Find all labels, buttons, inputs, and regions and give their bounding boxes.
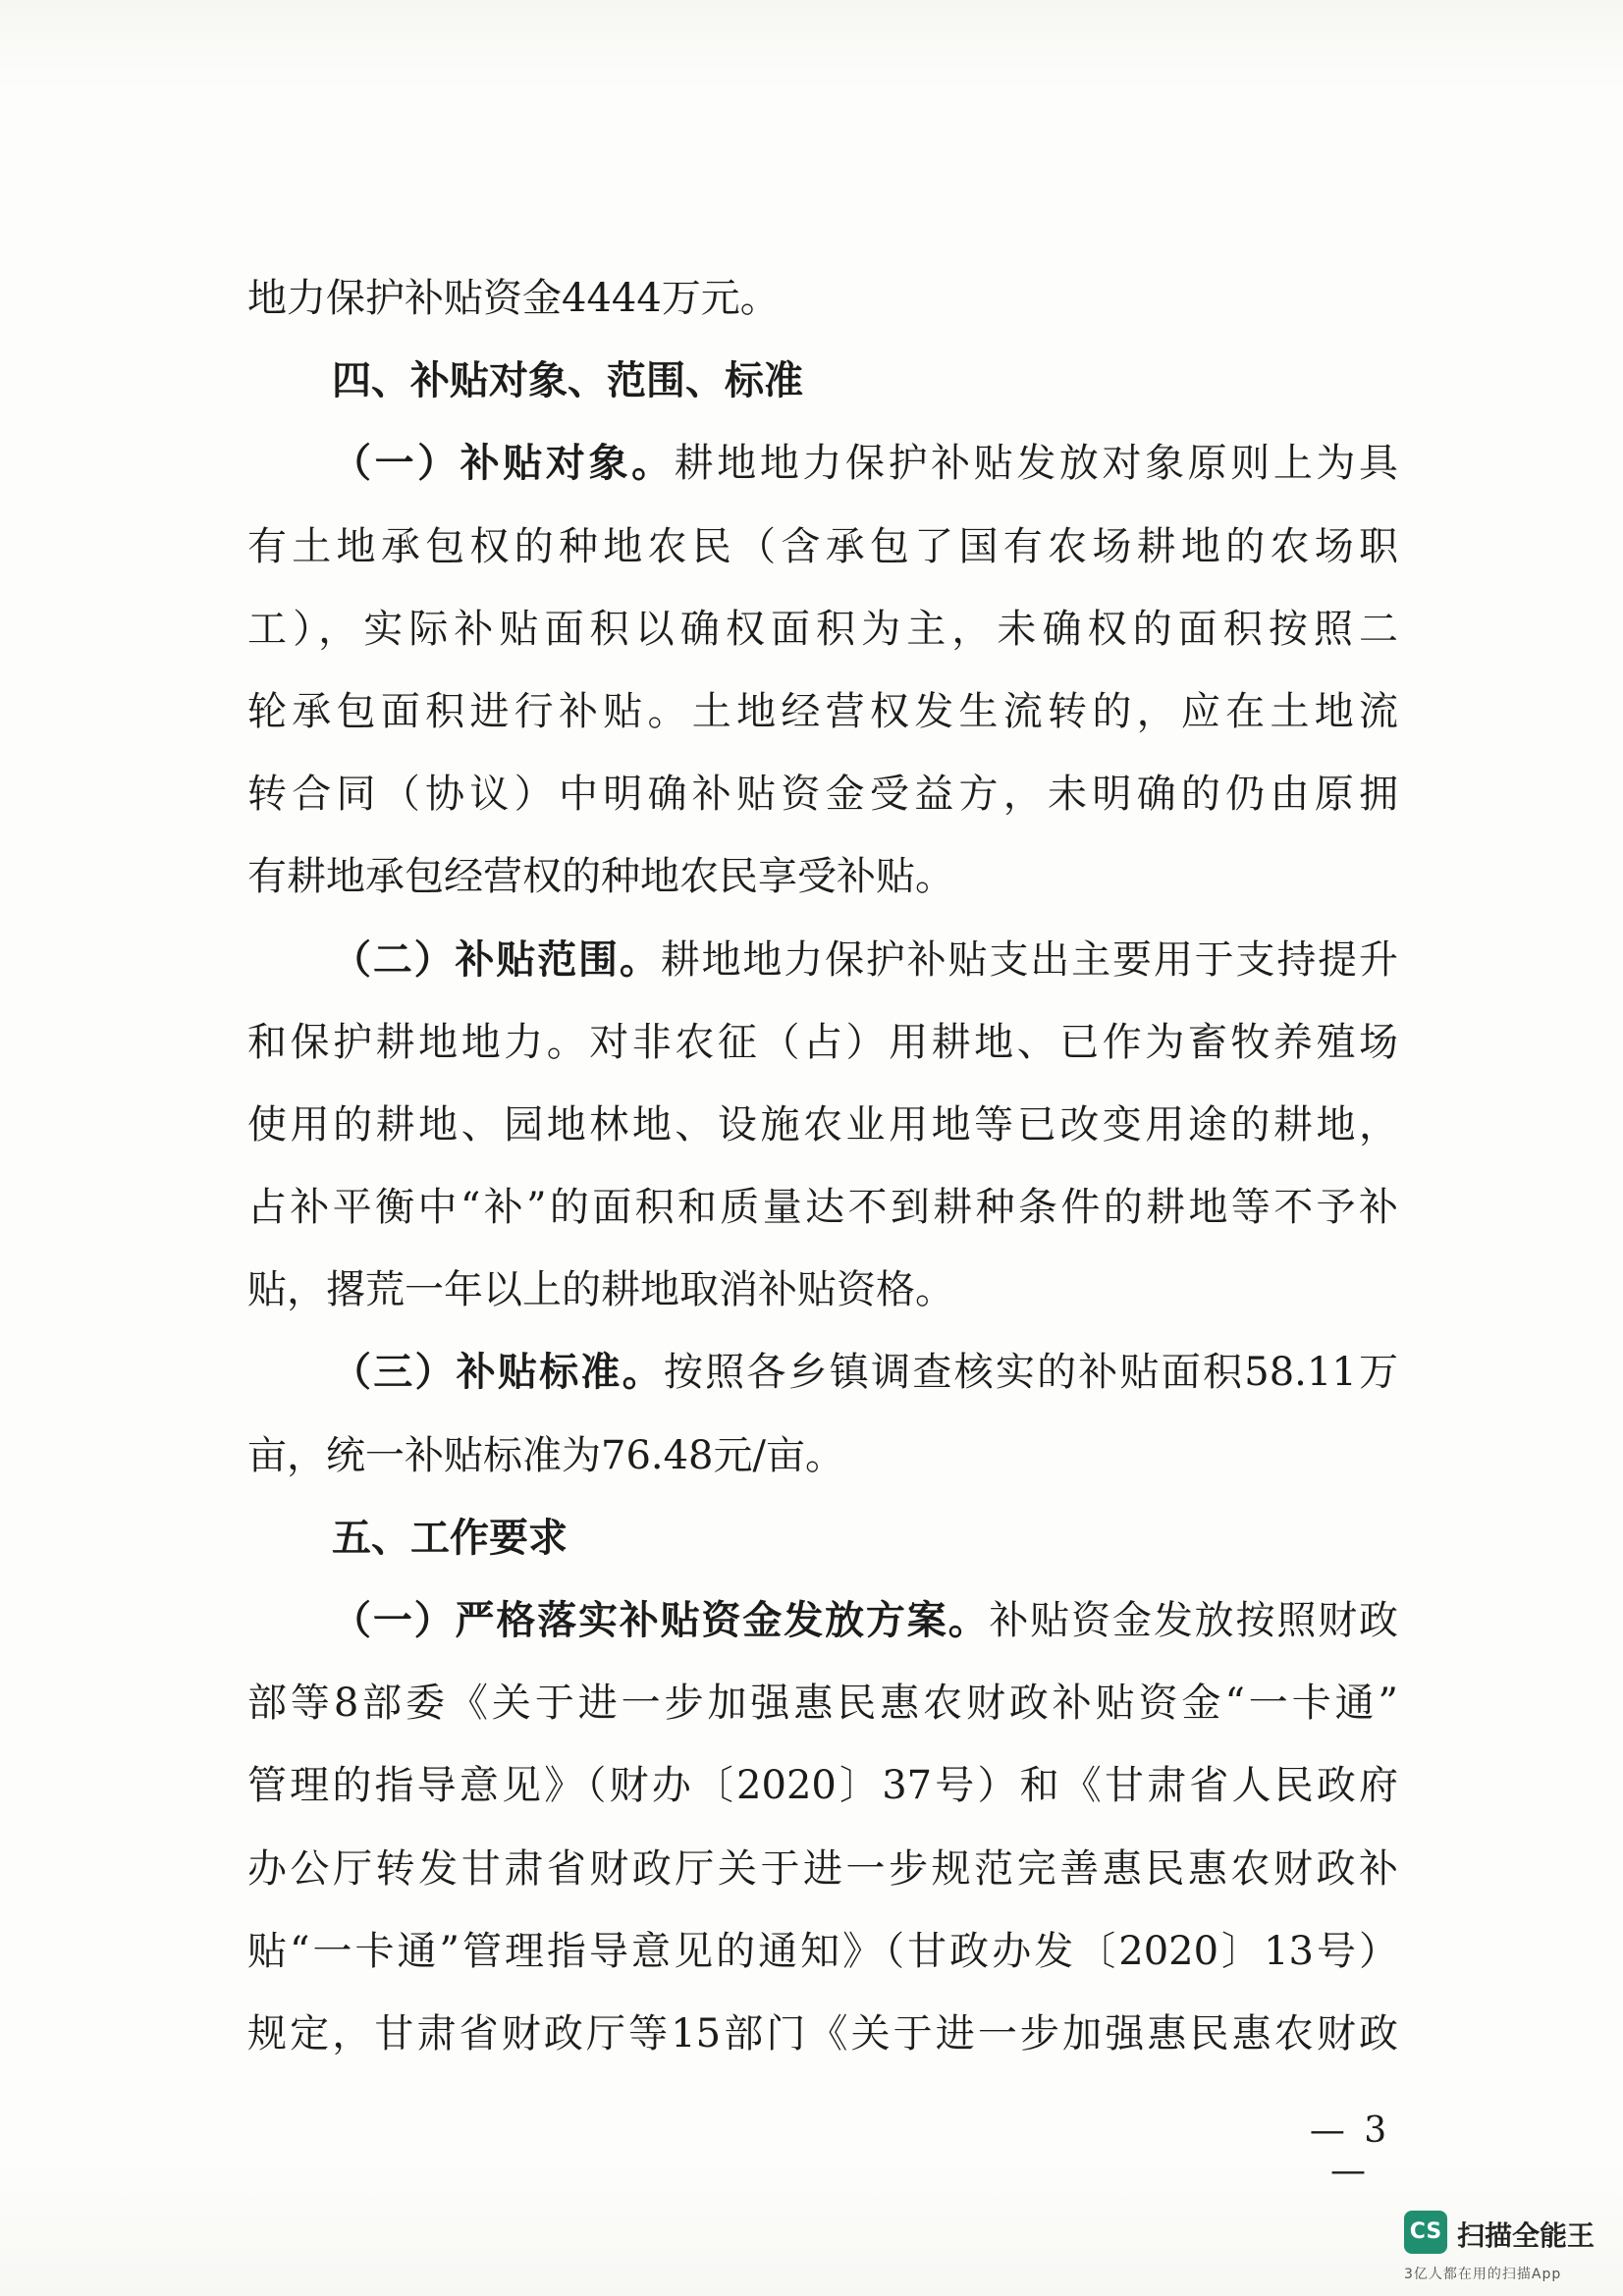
text-line bbox=[247, 422, 1398, 505]
line-text: 工），实际补贴面积以确权面积为主，未确权的面积按照二 bbox=[247, 606, 1398, 652]
line-text: 转合同（协议）中明确补贴资金受益方，未明确的仍由原拥 bbox=[247, 772, 1398, 818]
section-heading bbox=[247, 1497, 1398, 1579]
line-text: 亩，统一补贴标准为76.48元/亩。 bbox=[247, 1432, 844, 1478]
text-line bbox=[247, 1084, 1398, 1166]
document-body bbox=[247, 257, 1398, 2075]
line-text: 规定，甘肃省财政厅等15部门《关于进一步加强惠民惠农财政 bbox=[247, 2010, 1398, 2056]
subsection-label: （一）严格落实补贴资金发放方案。 bbox=[332, 1597, 990, 1643]
watermark-title: 扫描全能王 bbox=[1457, 2219, 1596, 2252]
line-text: 办公厅转发甘肃省财政厅关于进一步规范完善惠民惠农财政补 bbox=[247, 1845, 1398, 1892]
text-line bbox=[247, 506, 1398, 588]
page-number: — 3 — bbox=[1309, 2110, 1391, 2191]
text-line bbox=[247, 919, 1398, 1001]
subsection-label: （三）补贴标准。 bbox=[332, 1349, 664, 1396]
subsection-label: （二）补贴范围。 bbox=[332, 935, 661, 983]
text-line bbox=[247, 1331, 1398, 1414]
text-line bbox=[247, 670, 1398, 753]
line-text: 贴“一卡通”管理指导意见的通知》（甘政办发〔2020〕13号） bbox=[247, 1928, 1398, 1974]
subsection-label: （一）补贴对象。 bbox=[332, 440, 675, 487]
watermark-subtitle: 3亿人都在用的扫描App bbox=[1404, 2267, 1562, 2282]
line-text: 按照各乡镇调查核实的补贴面积58.11万 bbox=[663, 1350, 1399, 1396]
line-text: 地力保护补贴资金4444万元。 bbox=[247, 276, 780, 321]
text-line bbox=[247, 835, 1398, 918]
text-line bbox=[247, 1662, 1398, 1744]
text-line bbox=[247, 1910, 1398, 1993]
text-line bbox=[247, 1415, 1398, 1497]
text-line bbox=[247, 257, 1398, 340]
line-text: 部等8部委《关于进一步加强惠民惠农财政补贴资金“一卡通” bbox=[247, 1681, 1398, 1727]
text-line bbox=[247, 588, 1398, 670]
line-text: 和保护耕地地力。对非农征（占）用耕地、已作为畜牧养殖场 bbox=[247, 1019, 1398, 1065]
line-text: 贴，撂荒一年以上的耕地取消补贴资格。 bbox=[247, 1267, 954, 1313]
text-line bbox=[247, 1744, 1398, 1827]
text-line bbox=[247, 1249, 1398, 1331]
scanner-watermark bbox=[1404, 2211, 1610, 2287]
line-text: 有耕地承包经营权的种地农民享受补贴。 bbox=[247, 854, 954, 900]
section-heading bbox=[247, 340, 1398, 422]
text-line bbox=[247, 1993, 1398, 2075]
camscanner-logo-icon: CS bbox=[1404, 2211, 1447, 2254]
line-text: 耕地地力保护补贴发放对象原则上为具 bbox=[674, 441, 1399, 487]
text-line bbox=[247, 1001, 1398, 1084]
line-text: 补贴资金发放按照财政 bbox=[989, 1598, 1399, 1643]
text-line bbox=[247, 1828, 1398, 1910]
line-text: 四、补贴对象、范围、标准 bbox=[332, 357, 803, 404]
line-text: 管理的指导意见》（财办〔2020〕37号）和《甘肃省人民政府 bbox=[247, 1763, 1398, 1809]
line-text: 有土地承包权的种地农民（含承包了国有农场耕地的农场职 bbox=[247, 523, 1398, 569]
line-text: 占补平衡中“补”的面积和质量达不到耕种条件的耕地等不予补 bbox=[247, 1185, 1398, 1231]
line-text: 五、工作要求 bbox=[332, 1514, 568, 1561]
text-line bbox=[247, 1579, 1398, 1662]
text-line bbox=[247, 1166, 1398, 1249]
line-text: 使用的耕地、园地林地、设施农业用地等已改变用途的耕地， bbox=[247, 1101, 1398, 1148]
line-text: 耕地地力保护补贴支出主要用于支持提升 bbox=[660, 936, 1399, 983]
text-line bbox=[247, 753, 1398, 835]
line-text: 轮承包面积进行补贴。土地经营权发生流转的，应在土地流 bbox=[247, 688, 1398, 734]
